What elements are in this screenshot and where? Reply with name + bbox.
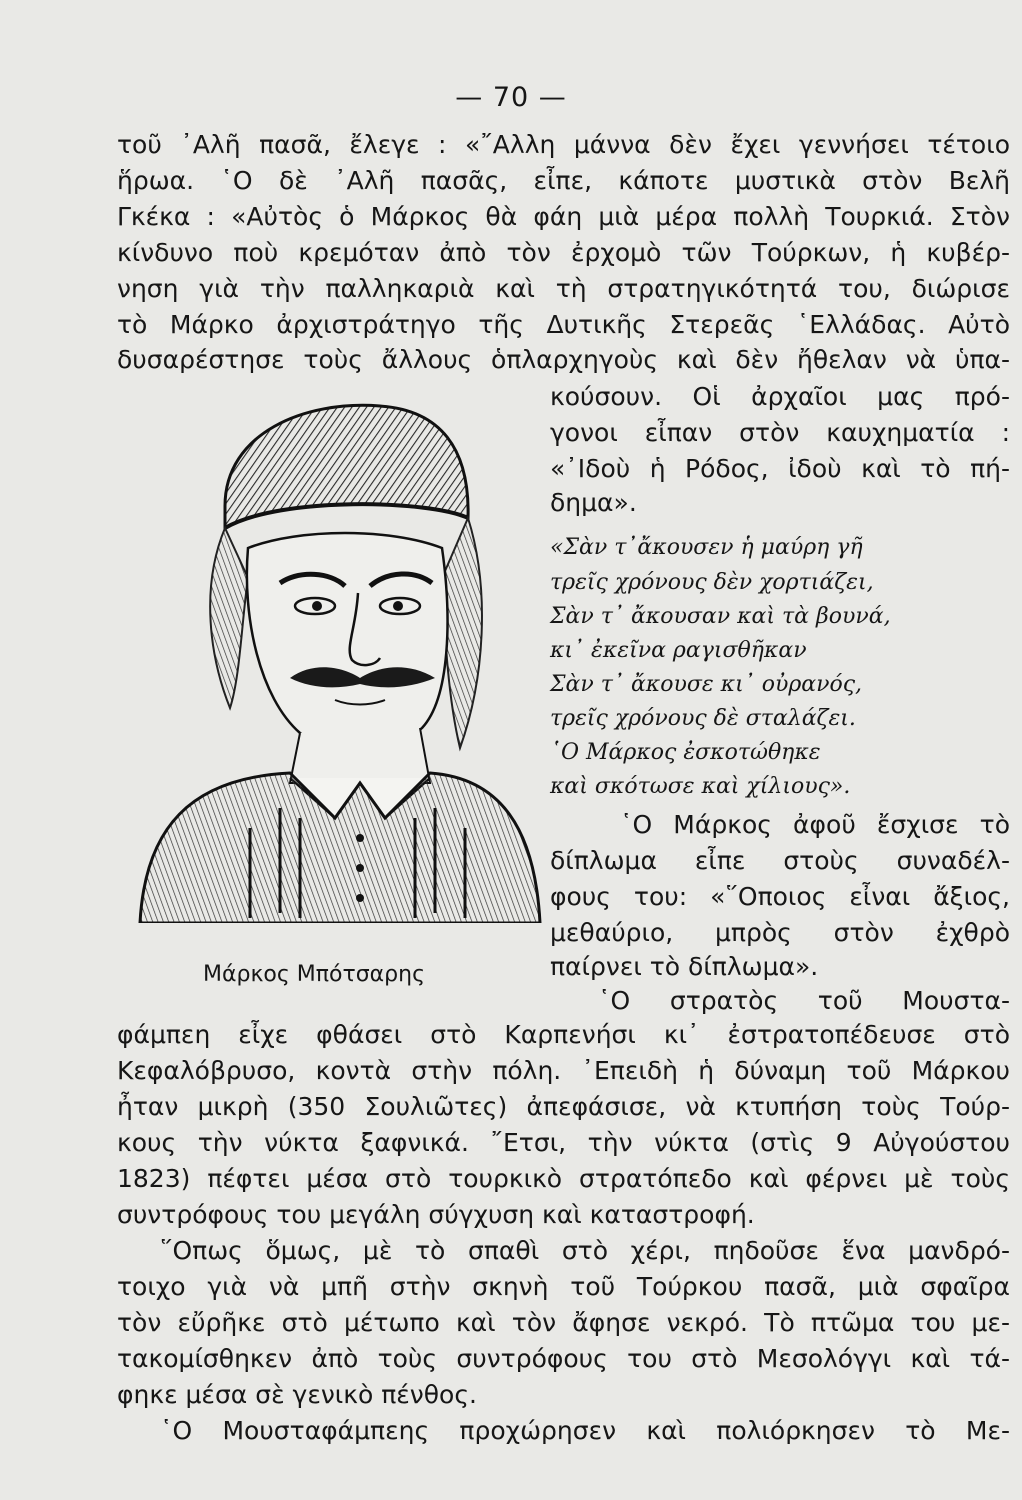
- poem-line: ῾Ο Μάρκος ἐσκοτώθηκε: [550, 740, 821, 765]
- portrait-caption: Μάρκος Μπότσαρης: [203, 962, 425, 987]
- text-line: γονοι εἶπαν στὸν καυχηματία :: [550, 418, 1010, 447]
- text-line: ῞Οπως ὅμως, μὲ τὸ σπαθὶ στὸ χέρι, πηδοῦσε ἕνα μανδρό-: [160, 1236, 1010, 1265]
- text-line: φηκε μέσα σὲ γενικὸ πένθος.: [117, 1380, 477, 1409]
- text-line: φάμπεη εἶχε φθάσει στὸ Καρπενήσι κι᾿ ἐστρατοπέδευσε στὸ: [117, 1020, 1010, 1049]
- portrait-engraving: [130, 378, 545, 923]
- poem-line: Σὰν τ᾿ ἄκουσε κι᾿ οὐρανός,: [550, 672, 863, 697]
- text-line: ἥρωα. ῾Ο δὲ ᾿Αλῆ πασᾶς, εἶπε, κάποτε μυστικὰ στὸν Βελῆ: [117, 166, 1010, 195]
- poem-line: τρεῖς χρόνους δὲν χορτιάζει,: [550, 570, 874, 595]
- text-line: Γκέκα : «Αὐτὸς ὁ Μάρκος θὰ φάη μιὰ μέρα πολλὴ Τουρκιά. Στὸν: [117, 202, 1010, 231]
- text-line: τὸ Μάρκο ἀρχιστράτηγο τῆς Δυτικῆς Στερεᾶς ῾Ελλάδας. Αὐτὸ: [117, 310, 1010, 339]
- text-line: «᾿Ιδοὺ ἡ Ρόδος, ἰδοὺ καὶ τὸ πή-: [550, 454, 1010, 483]
- text-line: Κεφαλόβρυσο, κοντὰ στὴν πόλη. ᾿Επειδὴ ἡ δύναμη τοῦ Μάρκου: [117, 1056, 1010, 1085]
- poem-line: «Σὰν τ᾿ἄκουσεν ἡ μαύρη γῆ: [550, 535, 863, 560]
- text-line: τοῦ ᾿Αλῆ πασᾶ, ἔλεγε : «῎Αλλη μάννα δὲν ἔχει γεννήσει τέτοιο: [117, 130, 1010, 159]
- text-line: ῾Ο Μουσταφάμπεης προχώρησεν καὶ πολιόρκησεν τὸ Με-: [160, 1416, 1010, 1445]
- text-line: κούσουν. Οἱ ἀρχαῖοι μας πρό-: [550, 382, 1010, 411]
- text-line: συντρόφους του μεγάλη σύγχυση καὶ καταστροφή.: [117, 1200, 755, 1229]
- text-line: φους του: «῞Οποιος εἶναι ἄξιος,: [550, 882, 1010, 911]
- poem-line: Σὰν τ᾿ ἄκουσαν καὶ τὰ βουνά,: [550, 604, 891, 629]
- text-line: ῾Ο Μάρκος ἀφοῦ ἔσχισε τὸ: [620, 810, 1010, 839]
- text-line: κους τὴν νύκτα ξαφνικά. ῎Ετσι, τὴν νύκτα (στὶς 9 Αὐγούστου: [117, 1128, 1010, 1157]
- poem-line: κι᾿ ἐκεῖνα ραγισθῆκαν: [550, 638, 807, 663]
- text-line: κίνδυνο ποὺ κρεμόταν ἀπὸ τὸν ἐρχομὸ τῶν Τούρκων, ἡ κυβέρ-: [117, 238, 1010, 267]
- text-line: μεθαύριο, μπρὸς στὸν ἐχθρὸ: [550, 918, 1010, 947]
- text-line: δίπλωμα εἶπε στοὺς συναδέλ-: [550, 846, 1010, 875]
- text-line: δυσαρέστησε τοὺς ἄλλους ὁπλαρχηγοὺς καὶ δὲν ἤθελαν νὰ ὑπα-: [117, 345, 1010, 374]
- text-line: δημα».: [550, 488, 637, 517]
- text-line: τακομίσθηκεν ἀπὸ τοὺς συντρόφους του στὸ Μεσολόγγι καὶ τά-: [117, 1344, 1010, 1373]
- page-number: — 70 —: [455, 82, 567, 113]
- text-line: παίρνει τὸ δίπλωμα».: [550, 952, 819, 981]
- text-line: τὸν εὔρῆκε στὸ μέτωπο καὶ τὸν ἄφησε νεκρό. Τὸ πτῶμα του με-: [117, 1308, 1010, 1337]
- poem-line: τρεῖς χρόνους δὲ σταλάζει.: [550, 706, 856, 731]
- text-line: ῾Ο στρατὸς τοῦ Μουστα-: [598, 986, 1010, 1015]
- poem-line: καὶ σκότωσε καὶ χίλιους».: [550, 774, 851, 799]
- text-line: νηση γιὰ τὴν παλληκαριὰ καὶ τὴ στρατηγικότητά του, διώρισε: [117, 274, 1010, 303]
- text-line: τοιχο γιὰ νὰ μπῆ στὴν σκηνὴ τοῦ Τούρκου πασᾶ, μιὰ σφαῖρα: [117, 1272, 1010, 1301]
- text-line: ἦταν μικρὴ (350 Σουλιῶτες) ἀπεφάσισε, νὰ κτυπήση τοὺς Τούρ-: [117, 1092, 1010, 1121]
- text-line: 1823) πέφτει μέσα στὸ τουρκικὸ στρατόπεδο καὶ φέρνει μὲ τοὺς: [117, 1164, 1010, 1193]
